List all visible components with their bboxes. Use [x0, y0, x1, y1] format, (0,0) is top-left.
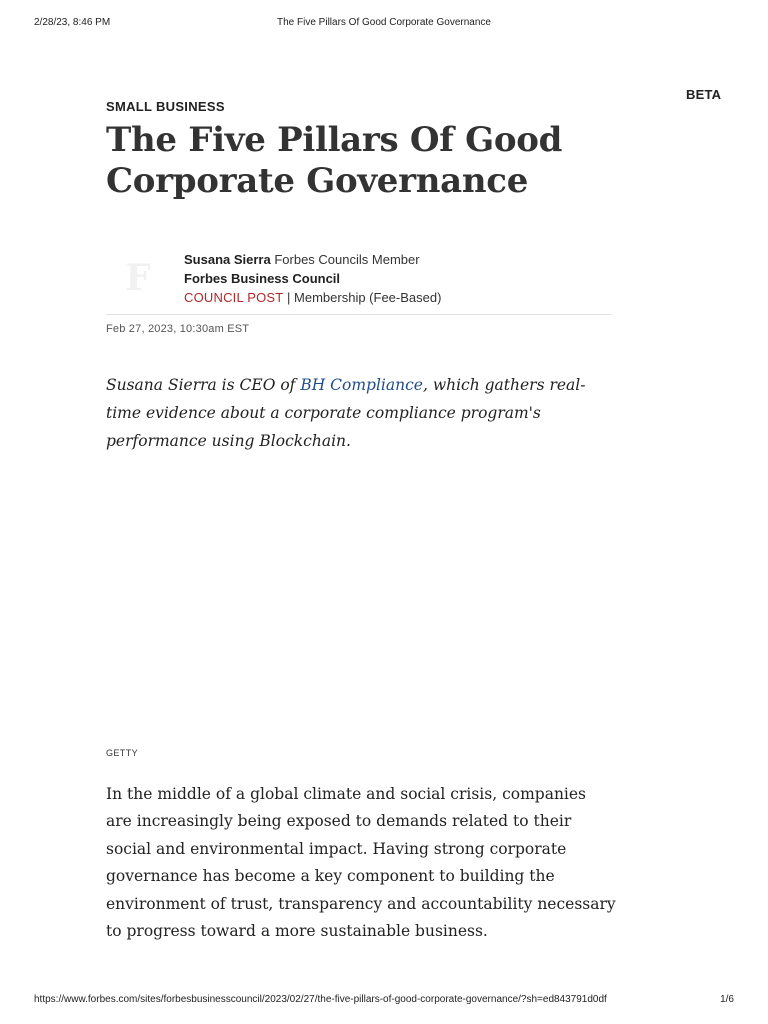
article-image	[106, 470, 611, 735]
body-paragraph: In the middle of a global climate and social crisis, companies are increasingly being exposed to demands related to their social and environmental impact. Having strong corporate governance has become a key component to building the environment of trust, transparency and accountability necessary to progress toward a more sustainable business.	[106, 785, 616, 941]
author-bio	[106, 371, 596, 455]
author-name[interactable]: Susana Sierra	[184, 252, 271, 267]
print-url: https://www.forbes.com/sites/forbesbusinesscouncil/2023/02/27/the-five-pillars-of-good-corporate-governance/?sh=ed843791d0df	[34, 994, 607, 1005]
author-avatar[interactable]: F	[125, 257, 151, 299]
company-link[interactable]: BH Compliance	[300, 376, 423, 394]
council-post-link[interactable]: COUNCIL POST	[184, 290, 284, 305]
author-lines	[184, 250, 441, 307]
article-headline: The Five Pillars Of Good Corporate Governance	[106, 120, 563, 201]
author-block	[106, 248, 611, 315]
membership-label: Membership (Fee-Based)	[294, 290, 442, 305]
print-document-title: The Five Pillars Of Good Corporate Governance	[277, 17, 491, 28]
beta-label[interactable]: BETA	[686, 87, 722, 102]
image-caption: GETTY	[106, 748, 139, 758]
page-indicator: 1/6	[720, 994, 734, 1005]
print-timestamp: 2/28/23, 8:46 PM	[34, 17, 111, 28]
post-separator: |	[283, 290, 295, 305]
author-role: Forbes Councils Member	[274, 252, 420, 267]
bio-prefix: Susana Sierra is CEO of	[106, 376, 301, 394]
publish-date: Feb 27, 2023, 10:30am EST	[106, 323, 250, 335]
print-footer	[0, 994, 768, 1008]
print-header	[0, 17, 768, 31]
bio-suffix: , which gathers real-time evidence about a corporate compliance program's performance using Blockchain.	[106, 376, 586, 450]
section-label[interactable]: SMALL BUSINESS	[106, 99, 225, 114]
council-name[interactable]: Forbes Business Council	[184, 271, 341, 286]
